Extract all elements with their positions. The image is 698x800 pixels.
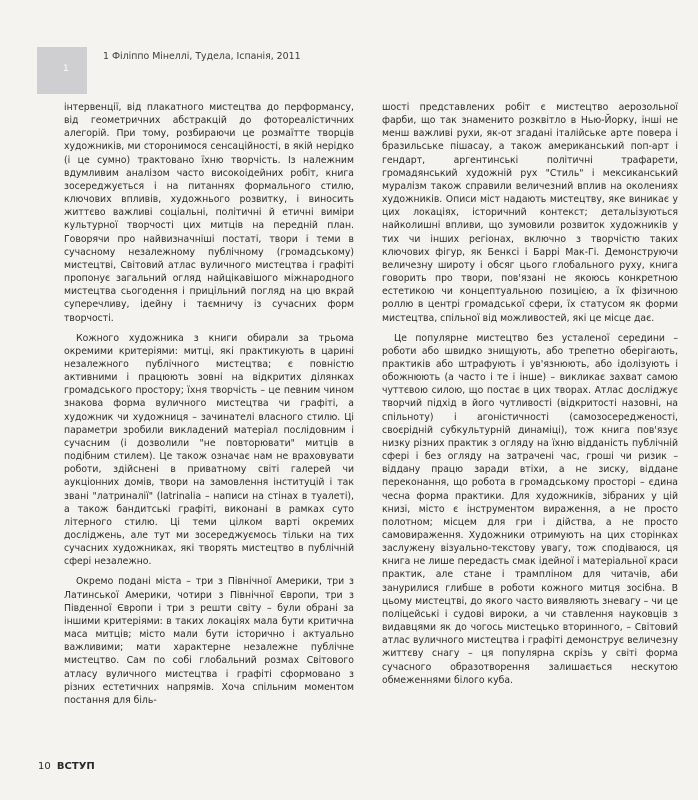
paragraph: Це популярне мистецтво без усталеної середини – роботи або швидко знищують, або трепетно оберігають, практиків або штрафують і ув'язнюють, або ідолізують і обожнюють (а часто і те і інше) – викликає захват самою чуттєвою силою, що постає в цих творах. Атлас досліджує творчий підхід в його чутливості (відкритості назовні, на спільноту) і агоністичності (самозосередженості, своєрідній субкультурній динаміці), тож книга пов'язує низку різних практик з огляду на їхню відданість публічній сфері і без огляду на затрачені час, гроші чи ризик – віддану працю заради втіхи, а не зиску, віддане переконання, що робота в громадському просторі – єдина чесна форма практики. Для художників, зібраних у цій книзі, місто є інструментом вираження, а не просто полотном; місцем для гри і дійства, а не просто самовираження. Художники отримують на цих сторінках заслужену візуально-текстову увагу, тож сподіваюся, ця книга не лише передасть смак ідейної і матеріальної краси практик, але стане і трампліном для читачів, аби занурилися глибше в роботи кожного митця зосібна. В цьому мистецтві, до якого часто виявляють зневагу – чи це поліцейські і судові вироки, а чи ставлення науковців з видавцями як до чогось мистецько вторинного, – Світовий атлас вуличного мистецтва і графіті демонструє величезну життєву снагу – ця популярна скрізь у світі форма сучасного образотворення залишається нескутою обмеженнями білого куба. [382,332,678,686]
page-footer [38,761,95,772]
image-caption: 1 Філіппо Мінеллі, Тудела, Іспанія, 2011 [103,51,301,62]
photo-number: 1 [63,64,69,74]
paragraph: Кожного художника з книги обирали за трьома окремими критеріями: митці, які практикують в царині незалежного публічного мистецтва; є повністю активними і працюють зовні на відкритих ділянках громадського простору; їхня творчість – це певним чином знакова форма вуличного мистецтва чи графіті, а художник чи художниця – зачинателі власного стилю. Ці параметри зробили викладений матеріал послідовним і сучасним (і дозволили "не повторювати" митців в подібним стилем). Це також означає нам не враховувати роботи, здійснені в приватному світі галерей чи аукціонних домів, твори на замовлення інституцій і так звані "латриналії" (latrinalia – написи на стінах в туалеті), а також бандитські графіті, виконані в рамках суто літерного стилю. Ці теми цілком варті окремих досліджень, але тут ми зосереджуємось тільки на тих сучасних художниках, які творять мистецтво в публічній сфері незалежно. [64,332,354,568]
paragraph: інтервенції, від плакатного мистецтва до перформансу, від геометричних абстракцій до фотореалістичних алегорій. При тому, розбираючи це розмаїтте творців художників, ми сторонимося сенсаційності, в якій нерідко (і це сумно) трактовано їхню творчість. Із належним вдумливим аналізом часто високоідейних робіт, книга зосереджується і на питаннях формального стилю, ключових впливів, художнього розвитку, і виносить життєво важливі соціальні, політичні й етичні виміри культурної творчості цих митців на передній план. Говорячи про найвизначніші постаті, твори і теми в сучасному незалежному публічному (громадському) мистецтві, Світовий атлас вуличного мистецтва і графіті пропонує загальний огляд найцікавішого міжнародного мистецтва сьогодення і прицільний погляд на цю вкрай суперечливу, ідейну і таємничу із сучасних форм творчості. [64,102,354,324]
left-text-column [64,101,354,707]
right-text-column [382,101,678,687]
photo-thumbnail [37,47,87,94]
page-number: 10 [38,761,51,772]
paragraph: Окремо подані міста – три з Північної Америки, три з Латинської Америки, чотири з Північної Європи, три з Південної Європи і три з решти світу – були обрані за іншими критеріями: в таких локаціях мала бути критична маса митців; місто мали бути історично і актуально важливими; мати характерне незалежне публічне мистецтво. Сам по собі глобальний розмах Світового атласу вуличного мистецтва і графіті сформовано з різних естетичних напрямів. Хоча спільним моментом постання для біль- [64,576,354,706]
paragraph: шості представлених робіт є мистецтво аерозольної фарби, що так знаменито розквітло в Нью-Йорку, інші не менш важливі рухи, як-от згадані італійське арте повера і бразильське пішасау, а також американський поп-арт і гендарт, аргентинські політичні трафарети, громадянський художній рух "Стиль" і мексиканський муралізм також справили величезний вплив на околениях художників. Описи міст надають мистецтву, яке виникає у цих локаціях, історичний контекст; детальізуються найколишні впливи, що зумовили розвиток художників у тих чи інших регіонах, включно з творчістю таких ключових фігур, як Бенксі і Баррі Мак-Гі. Демонструючи величезну широту і обсяг цього глобального руху, книга говорить про твори, пов'язані не якоюсь конкретною естетикою чи концептуальною позицією, а їх фізичною роллю в центрі громадської сфери, їх статусом як форми мистецтва, спільної від можливостей, які це місце дає. [382,102,678,324]
section-title: ВСТУП [56,761,95,772]
